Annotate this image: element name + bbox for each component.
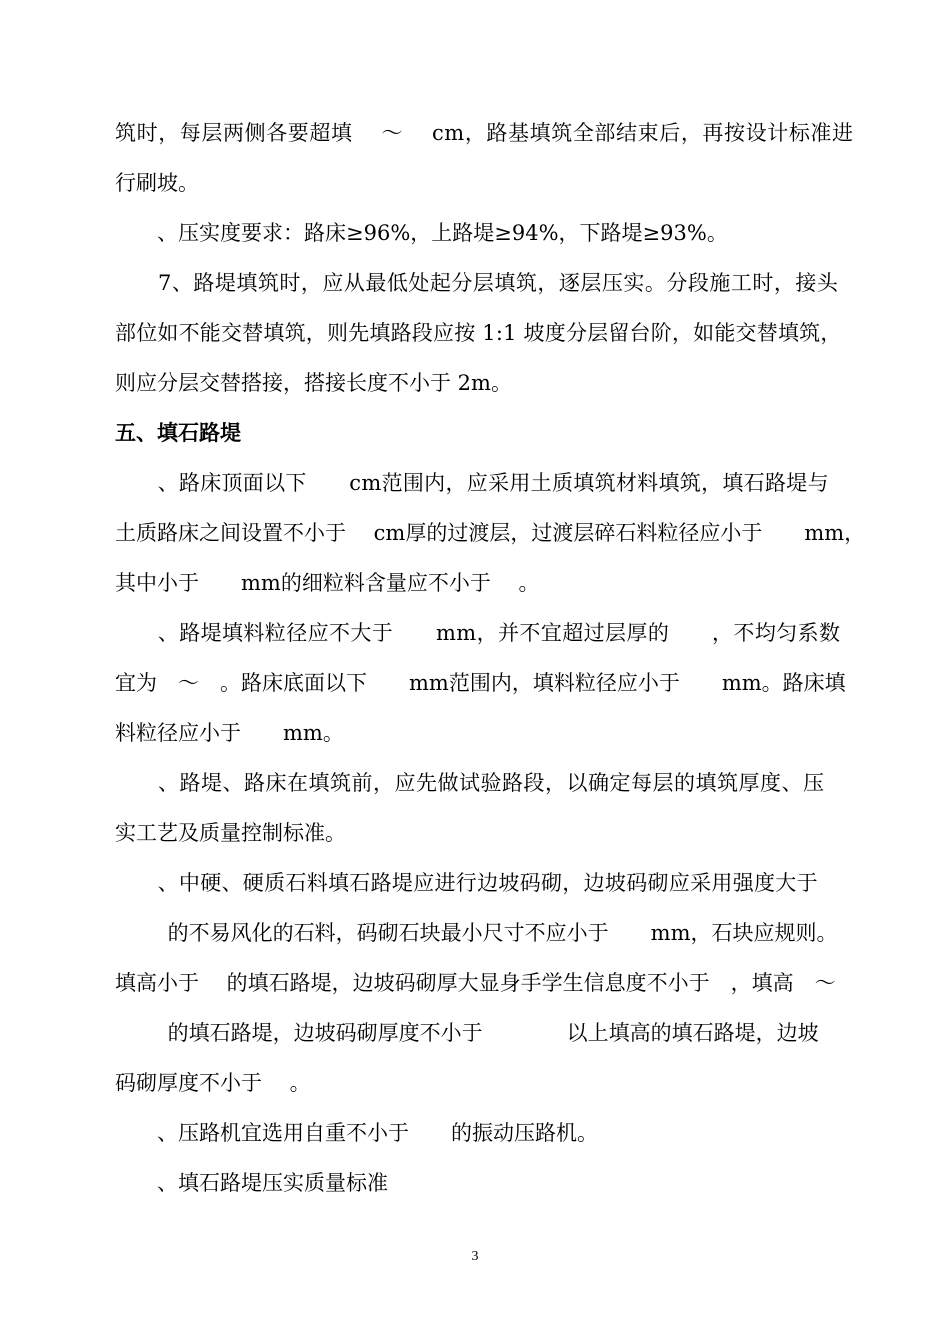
text-line: 7、路堤填筑时，应从最低处起分层填筑，逐层压实。分段施工时，接头: [115, 271, 839, 295]
text-line: 行刷坡。: [115, 171, 199, 195]
text-line: 宜为 ～ 。路床底面以下 mm范围内，填料粒径应小于 mm。路床填: [115, 671, 846, 695]
text-line: 的填石路堤，边坡码砌厚度不小于 以上填高的填石路堤，边坡: [140, 1021, 819, 1045]
text-line: 码砌厚度不小于 。: [115, 1071, 311, 1095]
text-line: 土质路床之间设置不小于 cm厚的过渡层，过渡层碎石料粒径应小于 mm，: [115, 521, 866, 545]
text-line: 、中硬、硬质石料填石路堤应进行边坡码砌，边坡码砌应采用强度大于: [115, 871, 818, 895]
text-line: 、压实度要求：路床≥96%，上路堤≥94%，下路堤≥93%。: [115, 221, 728, 245]
text-line: 则应分层交替搭接，搭接长度不小于 2m。: [115, 371, 512, 395]
text-line: 筑时，每层两侧各要超填 ～ cm，路基填筑全部结束后，再按设计标准进: [115, 121, 854, 145]
text-line: 、填石路堤压实质量标准: [115, 1171, 388, 1195]
text-line: 、路堤填料粒径应不大于 mm，并不宜超过层厚的 ，不均匀系数: [115, 621, 841, 645]
section-heading: 五、填石路堤: [115, 421, 241, 445]
text-line: 填高小于 的填石路堤，边坡码砌厚大显身手学生信息度不小于 ，填高 ～: [115, 971, 836, 995]
text-line: 的不易风化的石料，码砌石块最小尺寸不应小于 mm，石块应规则。: [140, 921, 838, 945]
text-line: 料粒径应小于 mm。: [115, 721, 344, 745]
page-number: 3: [471, 1249, 479, 1264]
text-line: 、压路机宜选用自重不小于 的振动压路机。: [115, 1121, 598, 1145]
text-line: 部位如不能交替填筑，则先填路段应按 1:1 坡度分层留台阶，如能交替填筑，: [115, 321, 842, 345]
text-line: 其中小于 mm的细粒料含量应不小于 。: [115, 571, 540, 595]
text-line: 、路堤、路床在填筑前，应先做试验路段，以确定每层的填筑厚度、压: [115, 771, 825, 795]
text-line: 、路床顶面以下 cm范围内，应采用土质填筑材料填筑，填石路堤与: [115, 471, 829, 495]
text-line: 实工艺及质量控制标准。: [115, 821, 346, 845]
